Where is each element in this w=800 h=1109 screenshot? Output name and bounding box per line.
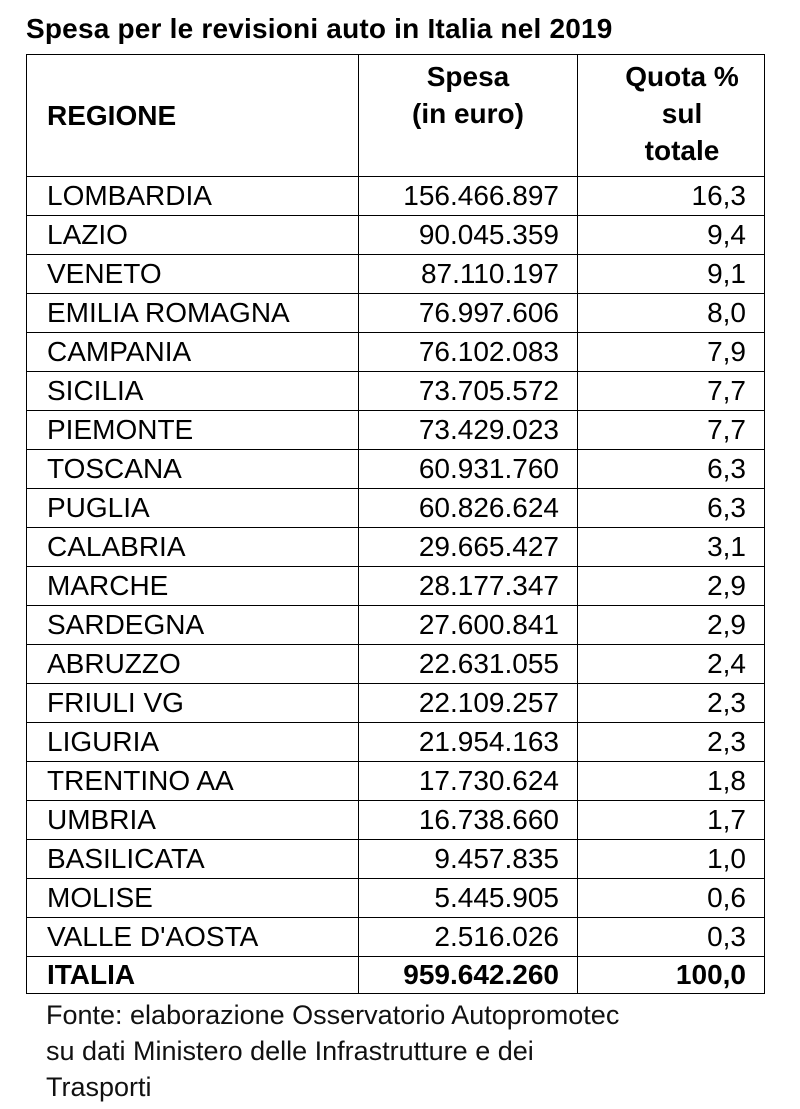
region-cell: TOSCANA xyxy=(27,450,359,489)
table-row xyxy=(27,645,765,684)
table-row xyxy=(27,840,765,879)
spesa-cell: 27.600.841 xyxy=(359,606,578,645)
region-cell: MARCHE xyxy=(27,567,359,606)
table-row xyxy=(27,801,765,840)
spesa-cell: 87.110.197 xyxy=(359,255,578,294)
header-quota-line2: sul xyxy=(661,98,703,129)
quota-cell: 1,0 xyxy=(578,840,765,879)
regions-spending-table xyxy=(26,54,765,994)
table-row xyxy=(27,918,765,957)
spesa-cell: 22.631.055 xyxy=(359,645,578,684)
region-cell: PIEMONTE xyxy=(27,411,359,450)
spesa-cell: 16.738.660 xyxy=(359,801,578,840)
source-note xyxy=(46,997,776,1105)
spesa-cell: 17.730.624 xyxy=(359,762,578,801)
header-spesa xyxy=(359,55,578,177)
table-row xyxy=(27,489,765,528)
region-cell: VENETO xyxy=(27,255,359,294)
region-cell: PUGLIA xyxy=(27,489,359,528)
spesa-cell: 90.045.359 xyxy=(359,216,578,255)
spesa-cell: 76.102.083 xyxy=(359,333,578,372)
quota-cell: 3,1 xyxy=(578,528,765,567)
spesa-cell: 28.177.347 xyxy=(359,567,578,606)
table-row xyxy=(27,294,765,333)
quota-cell: 2,9 xyxy=(578,567,765,606)
quota-cell: 6,3 xyxy=(578,489,765,528)
quota-cell: 7,9 xyxy=(578,333,765,372)
region-cell: UMBRIA xyxy=(27,801,359,840)
table-row xyxy=(27,255,765,294)
region-cell: LOMBARDIA xyxy=(27,177,359,216)
region-cell: CAMPANIA xyxy=(27,333,359,372)
spesa-cell: 73.429.023 xyxy=(359,411,578,450)
quota-cell: 16,3 xyxy=(578,177,765,216)
spesa-cell: 5.445.905 xyxy=(359,879,578,918)
quota-cell: 1,8 xyxy=(578,762,765,801)
table-row xyxy=(27,333,765,372)
quota-cell: 2,4 xyxy=(578,645,765,684)
region-cell: LAZIO xyxy=(27,216,359,255)
quota-cell: 2,9 xyxy=(578,606,765,645)
table-row xyxy=(27,723,765,762)
table-row xyxy=(27,177,765,216)
table-row xyxy=(27,567,765,606)
spesa-cell: 2.516.026 xyxy=(359,918,578,957)
table-total-row xyxy=(27,957,765,994)
region-cell: SARDEGNA xyxy=(27,606,359,645)
quota-cell: 9,4 xyxy=(578,216,765,255)
table-row xyxy=(27,684,765,723)
table-row xyxy=(27,216,765,255)
spesa-cell: 9.457.835 xyxy=(359,840,578,879)
region-cell: ABRUZZO xyxy=(27,645,359,684)
quota-cell: 0,3 xyxy=(578,918,765,957)
region-cell: MOLISE xyxy=(27,879,359,918)
spesa-cell: 76.997.606 xyxy=(359,294,578,333)
table-row xyxy=(27,411,765,450)
table-row xyxy=(27,372,765,411)
header-quota xyxy=(578,55,765,177)
table-header-row xyxy=(27,55,765,177)
total-spesa: 959.642.260 xyxy=(359,957,578,994)
region-cell: LIGURIA xyxy=(27,723,359,762)
spesa-cell: 156.466.897 xyxy=(359,177,578,216)
spesa-cell: 22.109.257 xyxy=(359,684,578,723)
region-cell: EMILIA ROMAGNA xyxy=(27,294,359,333)
total-region: ITALIA xyxy=(27,957,359,994)
region-cell: BASILICATA xyxy=(27,840,359,879)
spesa-cell: 60.826.624 xyxy=(359,489,578,528)
header-region: REGIONE xyxy=(27,55,359,177)
region-cell: SICILIA xyxy=(27,372,359,411)
quota-cell: 6,3 xyxy=(578,450,765,489)
source-line-2: su dati Ministero delle Infrastrutture e dei xyxy=(46,1036,534,1066)
table-row xyxy=(27,450,765,489)
source-line-1: Fonte: elaborazione Osservatorio Autopromotec xyxy=(46,1000,620,1030)
quota-cell: 8,0 xyxy=(578,294,765,333)
source-line-3: Trasporti xyxy=(46,1072,152,1102)
header-quota-line3: totale xyxy=(644,135,720,166)
spesa-cell: 21.954.163 xyxy=(359,723,578,762)
region-cell: FRIULI VG xyxy=(27,684,359,723)
quota-cell: 7,7 xyxy=(578,372,765,411)
quota-cell: 2,3 xyxy=(578,723,765,762)
table-row xyxy=(27,879,765,918)
spesa-cell: 29.665.427 xyxy=(359,528,578,567)
header-spesa-line1: Spesa xyxy=(426,61,510,92)
table-row xyxy=(27,762,765,801)
table-row xyxy=(27,606,765,645)
quota-cell: 1,7 xyxy=(578,801,765,840)
quota-cell: 7,7 xyxy=(578,411,765,450)
table-row xyxy=(27,528,765,567)
region-cell: VALLE D'AOSTA xyxy=(27,918,359,957)
region-cell: CALABRIA xyxy=(27,528,359,567)
quota-cell: 0,6 xyxy=(578,879,765,918)
table-title: Spesa per le revisioni auto in Italia nel 2019 xyxy=(26,13,613,44)
quota-cell: 2,3 xyxy=(578,684,765,723)
header-quota-line1: Quota % xyxy=(625,61,739,92)
region-cell: TRENTINO AA xyxy=(27,762,359,801)
spesa-cell: 73.705.572 xyxy=(359,372,578,411)
header-spesa-line2: (in euro) xyxy=(412,98,524,129)
spesa-cell: 60.931.760 xyxy=(359,450,578,489)
quota-cell: 9,1 xyxy=(578,255,765,294)
total-quota: 100,0 xyxy=(578,957,765,994)
